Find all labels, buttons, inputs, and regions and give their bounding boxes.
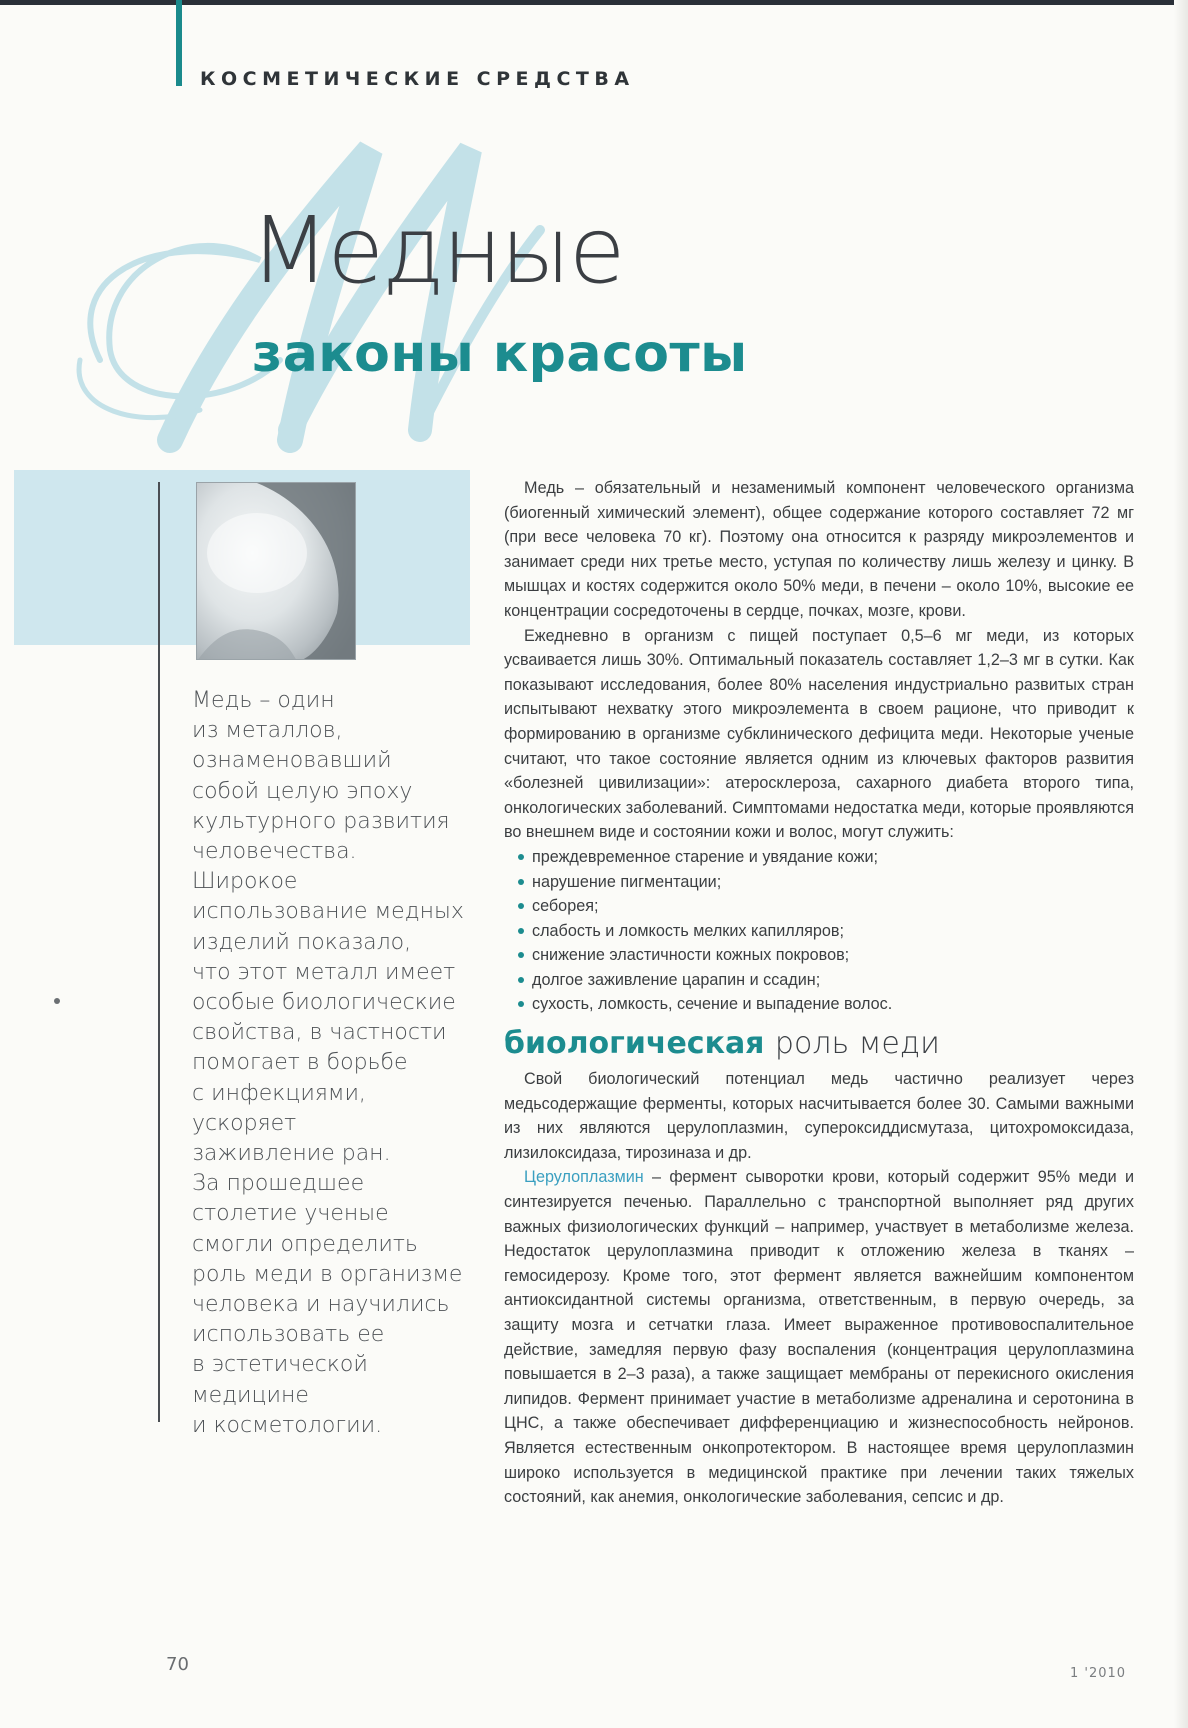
bullet-icon — [518, 903, 524, 909]
quote-line: За прошедшее — [192, 1171, 365, 1197]
margin-speck — [54, 998, 60, 1004]
quote-line: заживление ран. — [192, 1141, 391, 1167]
subheading-light: роль меди — [774, 1026, 940, 1062]
bullet-icon — [518, 977, 524, 983]
quote-line: Широкое — [192, 869, 298, 895]
quote-line: ускоряет — [192, 1110, 297, 1136]
list-item-text: снижение эластичности кожных покровов; — [532, 946, 850, 965]
quote-line: человека и научились — [192, 1292, 450, 1318]
article-body — [504, 476, 1134, 1510]
skin-closeup-photo — [196, 482, 356, 660]
quote-line: собой целую эпоху — [192, 778, 413, 804]
section-accent-bar — [176, 0, 182, 86]
list-item-text: преждевременное старение и увядание кожи; — [532, 847, 878, 866]
quote-line: помогает в борьбе — [192, 1050, 408, 1076]
list-item — [518, 870, 1134, 895]
quote-line: медицине — [192, 1382, 309, 1408]
bullet-icon — [518, 928, 524, 934]
list-item — [518, 845, 1134, 870]
page-edge-shadow — [1174, 0, 1188, 1728]
body-paragraph: Медь – обязательный и незаменимый компонент человеческого организма (биогенный химический элемент), общее содержание которого составляет 72 мг (при весе человека 70 кг). Поэтому она относится к разряду микроэлементов и занимает среди них третье место, уступая по количеству лишь железу и цинку. В мышцах и костях содержится около 50% меди, в печени – около 10%, высокие ее концентрации сосредоточены в сердце, почках, мозге, крови. — [504, 479, 1134, 620]
quote-line: человечества. — [192, 839, 357, 865]
list-item — [518, 943, 1134, 968]
quote-line: роль меди в организме — [192, 1261, 463, 1287]
list-item-text: нарушение пигментации; — [532, 872, 722, 891]
quote-line: особые биологические — [192, 990, 456, 1016]
list-item — [518, 919, 1134, 944]
quote-line: из металлов, — [192, 718, 343, 744]
page-number: 70 — [166, 1654, 189, 1675]
quote-line: смогли определить — [192, 1231, 418, 1257]
section-title: КОСМЕТИЧЕСКИЕ СРЕДСТВА — [200, 68, 635, 90]
quote-line: изделий показало, — [192, 929, 412, 955]
list-item — [518, 992, 1134, 1017]
quote-line: свойства, в частности — [192, 1020, 447, 1046]
quote-line: столетие ученые — [192, 1201, 389, 1227]
list-item — [518, 968, 1134, 993]
bullet-icon — [518, 952, 524, 958]
article-subtitle: законы красоты — [252, 324, 748, 384]
body-paragraph — [504, 1165, 1134, 1509]
list-item-text: слабость и ломкость мелких капилляров; — [532, 921, 845, 940]
quote-line: Медь – один — [192, 688, 335, 713]
sidebar-pull-quote — [192, 686, 482, 1441]
quote-line: что этот металл имеет — [192, 959, 456, 985]
section-subheading — [504, 1027, 1134, 1061]
quote-line: с инфекциями, — [192, 1080, 366, 1106]
quote-line: использовать ее — [192, 1322, 385, 1348]
article-title: Медные — [250, 197, 624, 304]
issue-number: 1 '2010 — [1070, 1666, 1127, 1681]
body-paragraph: Свой биологический потенциал медь частично реализует через медьсодержащие ферменты, которых насчитывается более 30. Самыми важными из них являются церулоплазмин, супероксиддисмутаза, цитохромоксидаза, лизилоксидаза, тирозиназа и др. — [504, 1070, 1134, 1162]
quote-line: культурного развития — [192, 808, 450, 834]
subheading-bold: биологическая — [504, 1026, 765, 1062]
list-item — [518, 894, 1134, 919]
paragraph-text: – фермент сыворотки крови, который содержит 95% меди и синтезируется печенью. Параллельно с транспортной выполняет ряд других важных физиологических функций – например, участвует в метаболизме железа. Недостаток церулоплазмина приводит к отложению железа в тканях – гемосидерозу. Кроме того, этот фермент является важнейшим компонентом антиоксидантной системы организма, ответственным, в первую очередь, за защиту мозга и сетчатки глаза. Имеет выраженное противовоспалительное действие, замедляя первую фазу воспаления (концентрация церулоплазмина повышается в 2–3 раза), а также защищает мембраны от перекисного окисления липидов. Фермент принимает участие в метаболизме адреналина и серотонина в ЦНС, а также обеспечивает дифференциацию и жизнеспособность нейронов. Является естественным онкопротектором. В настоящее время церулоплазмин широко используется в медицинской практике при лечении таких тяжелых состояний, как анемия, онкологические заболевания, сепсис и др. — [504, 1168, 1134, 1507]
list-item-text: себорея; — [532, 897, 599, 916]
symptom-list — [504, 845, 1134, 1017]
bullet-icon — [518, 854, 524, 860]
sidebar-vertical-rule — [158, 482, 160, 1422]
list-item-text: сухость, ломкость, сечение и выпадение волос. — [532, 995, 893, 1014]
quote-line: и косметологии. — [192, 1412, 383, 1438]
bullet-icon — [518, 1001, 524, 1007]
quote-line: в эстетической — [192, 1352, 368, 1378]
quote-line: ознаменовавший — [192, 748, 392, 774]
highlighted-term: Церулоплазмин — [524, 1168, 644, 1187]
bullet-icon — [518, 879, 524, 885]
quote-line: использование медных — [192, 899, 464, 925]
list-item-text: долгое заживление царапин и ссадин; — [532, 970, 821, 989]
body-paragraph: Ежедневно в организм с пищей поступает 0,5–6 мг меди, из которых усваивается лишь 30%. Оптимальный показатель составляет 1,2–3 мг в сутки. Как показывают исследования, более 80% населения индустриально развитых стран испытывают нехватку этого микроэлемента в своем рационе, что приводит к формированию в организме субклинического дефицита меди. Некоторые ученые считают, что такое состояние является одним из ключевых факторов развития «болезней цивилизации»: атеросклероза, сахарного диабета второго типа, онкологических заболеваний. Симптомами недостатка меди, которые проявляются во внешнем виде и состоянии кожи и волос, могут служить: — [504, 626, 1134, 842]
